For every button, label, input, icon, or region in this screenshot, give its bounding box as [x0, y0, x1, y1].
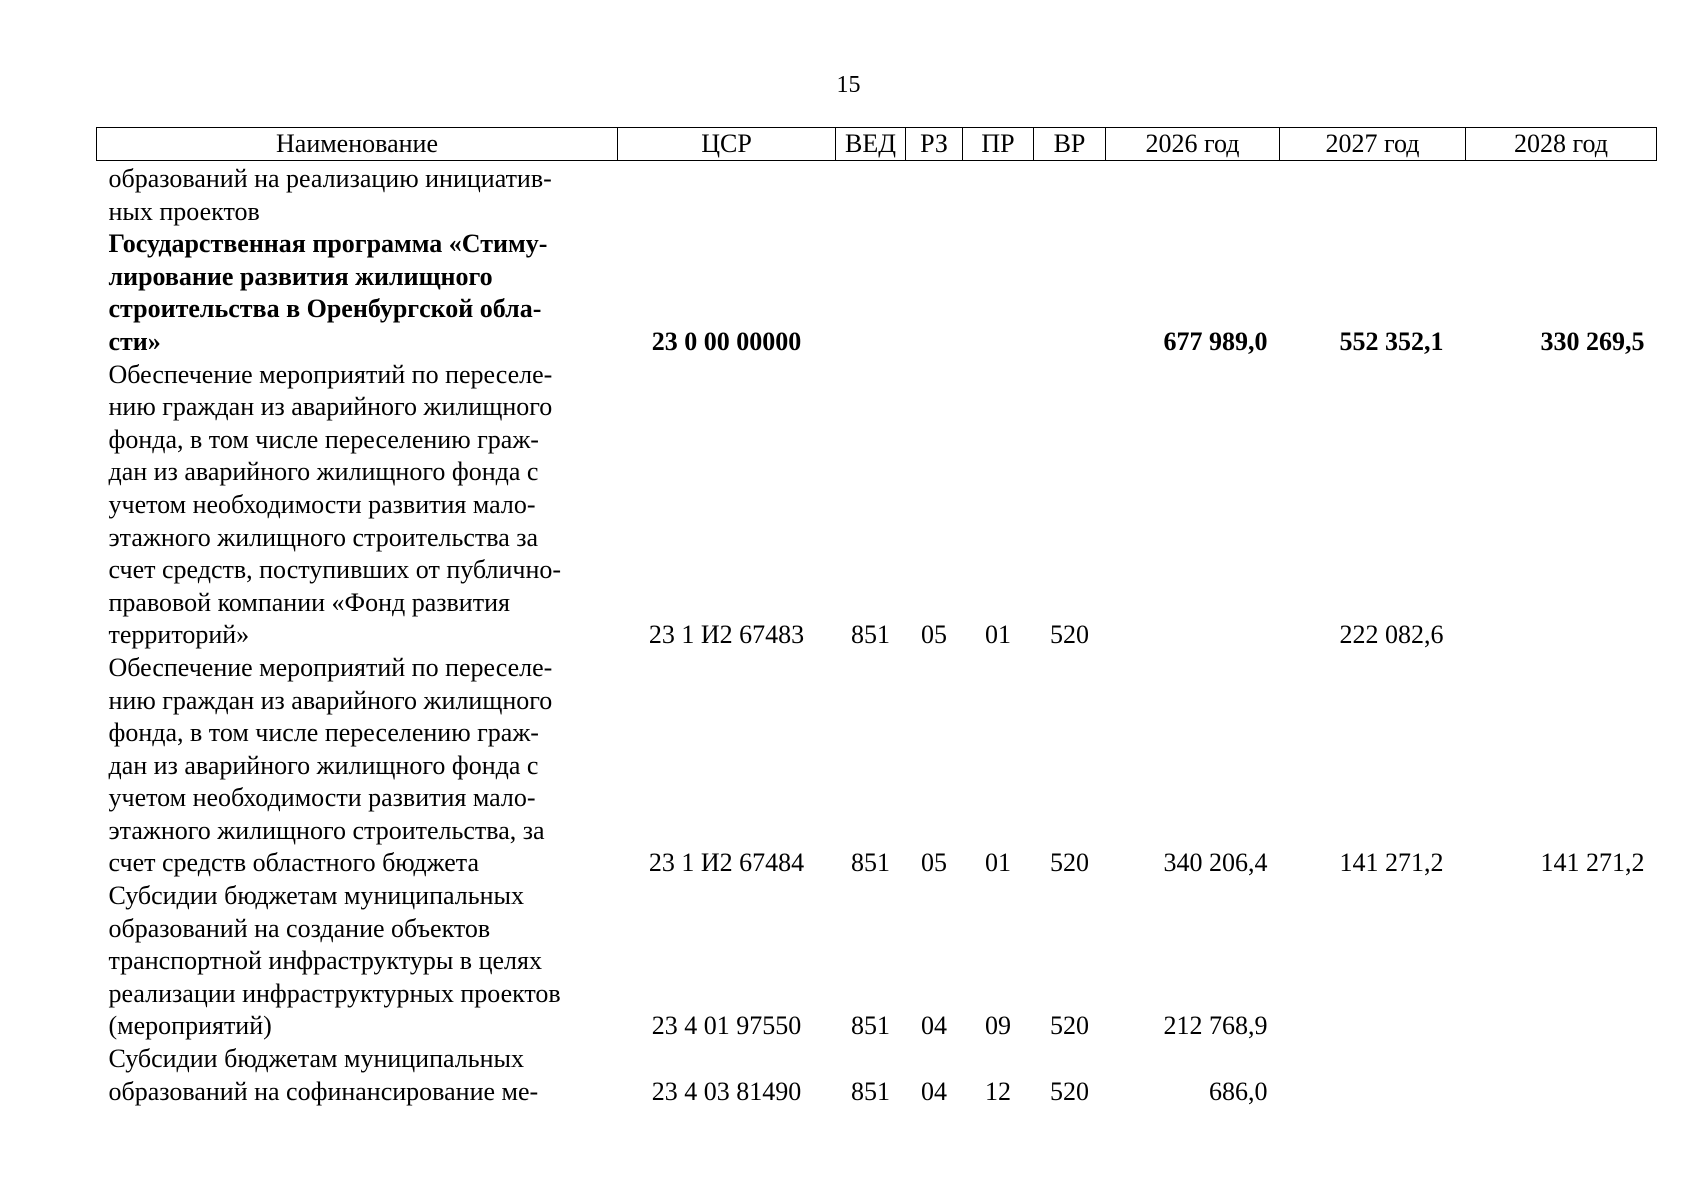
row-ved — [836, 228, 906, 358]
row-name: Обеспечение мероприятий по переселе- нию граждан из аварийного жилищного фонда, в том числе переселению граж- дан из аварийного жилищного фонда с учетом необходимости развития мало- этажного жилищного строительства за счет средств, поступивших от публично- правовой компании «Фонд развития территорий» — [108, 359, 562, 650]
row-2028: 141 271,2 — [1540, 848, 1645, 878]
row-rz: 04 — [921, 1011, 947, 1041]
row-ved: 851 — [851, 620, 890, 650]
row-2026: 212 768,9 — [1163, 1011, 1268, 1041]
row-csr: 23 1 И2 67483 — [648, 620, 805, 650]
row-2028 — [1466, 359, 1657, 652]
header-ved: ВЕД — [836, 128, 906, 161]
row-pr — [963, 161, 1034, 229]
table-row — [97, 880, 1657, 1043]
table-row — [97, 228, 1657, 358]
table-header-row — [97, 128, 1657, 161]
row-name: Субсидии бюджетам муниципальных образований на софинансирование ме- — [108, 1044, 539, 1106]
row-2026 — [1106, 161, 1280, 229]
header-pr: ПР — [963, 128, 1034, 161]
page-number: 15 — [836, 72, 861, 98]
row-rz: 04 — [921, 1076, 947, 1106]
row-name: Обеспечение мероприятий по переселе- нию граждан из аварийного жилищного фонда, в том числе переселению граж- дан из аварийного жилищного фонда с учетом необходимости развития мало- этажного жилищного строительства, за счет средств областного бюджета — [108, 652, 553, 878]
row-rz: 05 — [921, 620, 947, 650]
row-2026: 686,0 — [1209, 1076, 1268, 1106]
header-2026: 2026 год — [1106, 128, 1280, 161]
row-ved: 851 — [851, 1076, 890, 1106]
row-csr: 23 0 00 00000 — [651, 326, 802, 356]
row-vr — [1034, 161, 1106, 229]
row-pr: 01 — [985, 620, 1011, 650]
header-csr: ЦСР — [618, 128, 836, 161]
header-rz: РЗ — [906, 128, 963, 161]
row-pr: 12 — [985, 1076, 1011, 1106]
header-name: Наименование — [97, 128, 618, 161]
table-row — [97, 359, 1657, 652]
row-name: Субсидии бюджетам муниципальных образований на создание объектов транспортной инфраструктуры в целях реализации инфраструктурных проектов (мероприятий) — [108, 881, 561, 1041]
row-vr: 520 — [1050, 1011, 1089, 1041]
row-csr — [618, 161, 836, 229]
row-rz — [906, 161, 963, 229]
row-pr: 09 — [985, 1011, 1011, 1041]
header-2027: 2027 год — [1280, 128, 1466, 161]
row-2026: 340 206,4 — [1163, 848, 1268, 878]
row-2027 — [1280, 1043, 1466, 1108]
row-vr: 520 — [1050, 1076, 1089, 1106]
row-csr: 23 4 01 97550 — [651, 1011, 802, 1041]
row-2027: 552 352,1 — [1339, 326, 1444, 356]
header-vr: ВР — [1034, 128, 1106, 161]
header-2028: 2028 год — [1466, 128, 1657, 161]
row-name: Государственная программа «Стиму- лирование развития жилищного строительства в Оренбургской обла- сти» — [108, 229, 548, 356]
row-name: образований на реализацию инициатив- ных проектов — [108, 164, 552, 226]
row-2027: 222 082,6 — [1339, 620, 1444, 650]
row-vr: 520 — [1050, 620, 1089, 650]
budget-table — [96, 127, 1657, 1108]
row-2028 — [1466, 1043, 1657, 1108]
row-2026 — [1106, 359, 1280, 652]
row-csr: 23 1 И2 67484 — [648, 848, 805, 878]
row-rz: 05 — [921, 848, 947, 878]
row-2026: 677 989,0 — [1163, 326, 1268, 356]
row-2027: 141 271,2 — [1339, 848, 1444, 878]
row-2027 — [1280, 880, 1466, 1043]
row-2028 — [1466, 880, 1657, 1043]
row-pr — [963, 228, 1034, 358]
table-row — [97, 161, 1657, 229]
table-row — [97, 652, 1657, 880]
row-ved — [836, 161, 906, 229]
row-vr — [1034, 228, 1106, 358]
row-2028: 330 269,5 — [1540, 326, 1645, 356]
row-2028 — [1466, 161, 1657, 229]
row-csr: 23 4 03 81490 — [651, 1076, 802, 1106]
row-2027 — [1280, 161, 1466, 229]
table-row — [97, 1043, 1657, 1108]
row-ved: 851 — [851, 1011, 890, 1041]
row-vr: 520 — [1050, 848, 1089, 878]
row-ved: 851 — [851, 848, 890, 878]
row-rz — [906, 228, 963, 358]
row-pr: 01 — [985, 848, 1011, 878]
